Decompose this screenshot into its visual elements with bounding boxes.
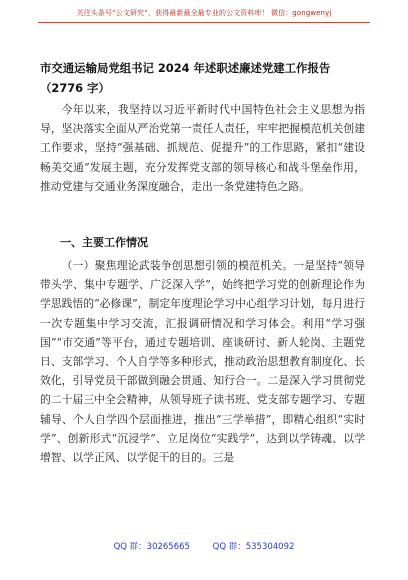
section-heading: 一、主要工作情况: [60, 236, 148, 249]
title-line-1: 市交通运输局党组书记 2024 年述职述廉述党建工作报告: [40, 61, 331, 75]
footer-qq-group-2: QQ 群：535304092: [212, 542, 295, 552]
section-paragraph: （一）聚焦理论武装争创思想引领的模范机关。一是坚持“领导带头学、集中专题学、广泛深入学”，始终把学习党的创新理论作为学思践悟的“必修课”，制定年度理论学习中心组学习计划，每月进行一次专题集中学习交流，汇报调研情况和学习体会。利用“学习强国”“市交通”等平台，通过专题培训、座谈研讨、新人轮岗、主题党日、支部学习、个人自学等多种形式，推动政治思想教育制度化、长效化，引导党员干部做到融会贯通、知行合一。二是深入学习贯彻党的二十届三中全会精神，从领导班子读书班、党支部专题学习、专题辅导、个人自学四个层面推进，推出“三学举措”，即精心组织“实时学”、创新形式“沉浸学”、立足岗位“实践学”，达到以学铸魂、以学增智、以学正风、以学促干的目的。三是: [40, 259, 365, 465]
title-line-2: （2776 字）: [40, 81, 110, 95]
footer-qq-group-1: QQ 群：30265665: [113, 542, 190, 552]
header-banner: 关注头条号“公文研究”，获得最新最全最专业的公文资料库！ 微信：gongwenyj: [76, 9, 332, 17]
footer: [0, 540, 408, 552]
header-divider: [38, 22, 370, 23]
intro-paragraph: 今年以来，我坚持以习近平新时代中国特色社会主义思想为指导，坚决落实全面从严治党第一责任人责任，牢牢把握模范机关创建工作要求，坚持“强基础、抓规范、促提升”的工作思路，紧扣“建设畅美交通”发展主题，充分发挥党支部的领导核心和战斗堡垒作用，推动党建与交通业务深度融合，走出一条党建特色之路。: [40, 103, 365, 193]
document-title: [40, 58, 370, 98]
